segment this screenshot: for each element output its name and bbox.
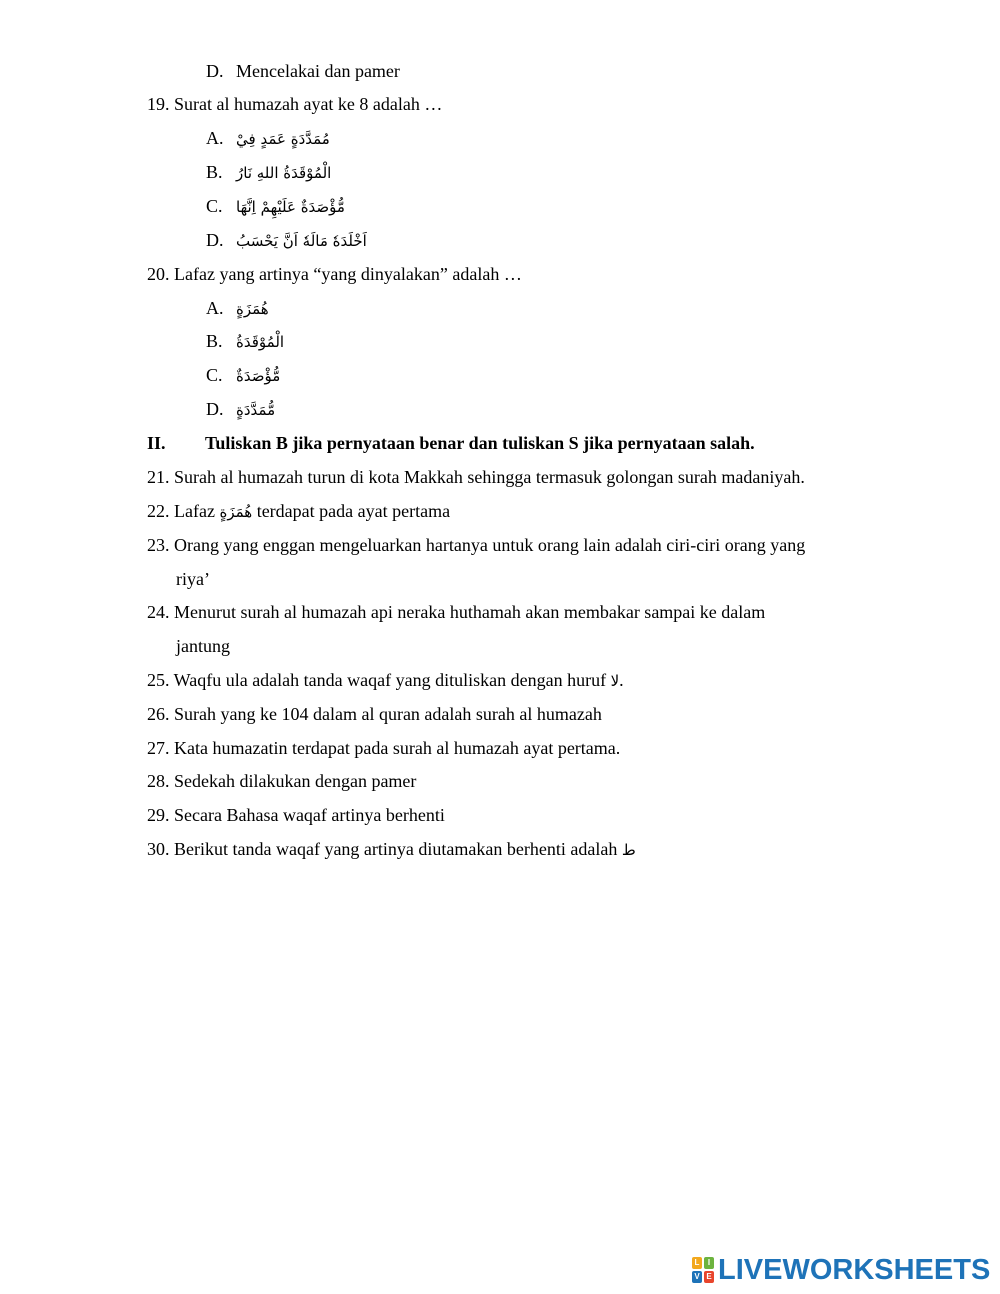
q20-option-a-arabic: هُمَزَةٍ: [236, 300, 269, 318]
statement-22-arabic: هُمَزَةٍ: [219, 503, 253, 521]
q20-option-c-arabic: مُّؤْصَدَةٌ: [236, 367, 281, 385]
statement-25: [147, 669, 624, 692]
statement-26: 26. Surah yang ke 104 dalam al quran adalah surah al humazah: [147, 704, 602, 724]
statement-22-post: terdapat pada ayat pertama: [256, 501, 451, 521]
liveworksheets-logo-mark-icon: [692, 1257, 714, 1283]
q19-option-b: [206, 161, 331, 184]
statement-22-pre: 22. Lafaz: [147, 501, 215, 521]
q20-option-a-letter: A.: [206, 298, 224, 318]
q18-option-d-text: Mencelakai dan pamer: [236, 61, 400, 81]
liveworksheets-logo-text: LIVEWORKSHEETS: [718, 1254, 991, 1286]
section-2-instruction: Tuliskan B jika pernyataan benar dan tuliskan S jika pernyataan salah.: [205, 433, 755, 453]
q19-option-a-arabic: مُمَدَّدَةٍ عَمَدٍ فِيْ: [236, 130, 330, 148]
q19-option-a: [206, 127, 330, 150]
q19-option-b-letter: B.: [206, 162, 223, 182]
q19-option-c-letter: C.: [206, 196, 223, 216]
q18-option-d: [206, 60, 400, 82]
liveworksheets-logo: [692, 1255, 990, 1285]
statement-24-line2: jantung: [176, 636, 230, 656]
q19-option-c: [206, 195, 345, 218]
q20-option-c-letter: C.: [206, 365, 223, 385]
statement-25-arabic: لا: [610, 672, 620, 690]
q20-option-d-arabic: مُّمَدَّدَةٍ: [236, 401, 276, 419]
q19-question: 19. Surat al humazah ayat ke 8 adalah …: [147, 94, 443, 114]
q20-option-b-arabic: الْمُوْقَدَةُ: [236, 333, 285, 351]
q20-option-b-letter: B.: [206, 331, 223, 351]
section-2-heading: [147, 432, 755, 454]
statement-25-post: .: [619, 670, 624, 690]
q20-option-c: [206, 364, 280, 387]
q19-option-d-letter: D.: [206, 230, 224, 250]
statement-30-pre: 30. Berikut tanda waqaf yang artinya diutamakan berhenti adalah: [147, 839, 618, 859]
q20-question: 20. Lafaz yang artinya “yang dinyalakan” adalah …: [147, 264, 522, 284]
q20-option-b: [206, 330, 284, 353]
q20-option-a: [206, 297, 269, 320]
statement-24-line1: 24. Menurut surah al humazah api neraka huthamah akan membakar sampai ke dalam: [147, 602, 766, 622]
logo-mark-tile-l: L: [692, 1257, 702, 1269]
statement-30-arabic: ط: [621, 841, 636, 859]
statement-30: [147, 838, 636, 861]
q19-option-d: [206, 229, 367, 252]
q20-option-d-letter: D.: [206, 399, 224, 419]
statement-21: 21. Surah al humazah turun di kota Makkah sehingga termasuk golongan surah madaniyah.: [147, 467, 805, 487]
q19-option-a-letter: A.: [206, 128, 224, 148]
logo-mark-tile-e: E: [704, 1271, 714, 1283]
section-2-number: II.: [147, 433, 166, 453]
q19-option-d-arabic: اَخْلَدَهٗ مَالَهٗ اَنَّ يَحْسَبُ: [236, 232, 367, 250]
statement-23-line2: riya’: [176, 569, 210, 589]
logo-mark-tile-v: V: [692, 1271, 702, 1283]
statement-23-line1: 23. Orang yang enggan mengeluarkan hartanya untuk orang lain adalah ciri-ciri orang yang: [147, 535, 806, 555]
q19-option-b-arabic: الْمُوْقَدَةُ اللهِ نَارُ: [236, 164, 332, 182]
q18-option-d-letter: D.: [206, 61, 224, 81]
logo-mark-tile-i: I: [704, 1257, 714, 1269]
statement-22: [147, 500, 450, 523]
q19-option-c-arabic: مُّؤْصَدَةٌ عَلَيْهِمْ اِنَّهَا: [236, 198, 345, 216]
statement-29: 29. Secara Bahasa waqaf artinya berhenti: [147, 805, 445, 825]
statement-28: 28. Sedekah dilakukan dengan pamer: [147, 771, 417, 791]
q20-option-d: [206, 398, 275, 421]
statement-25-pre: 25. Waqfu ula adalah tanda waqaf yang dituliskan dengan huruf: [147, 670, 607, 690]
statement-27: 27. Kata humazatin terdapat pada surah al humazah ayat pertama.: [147, 738, 621, 758]
